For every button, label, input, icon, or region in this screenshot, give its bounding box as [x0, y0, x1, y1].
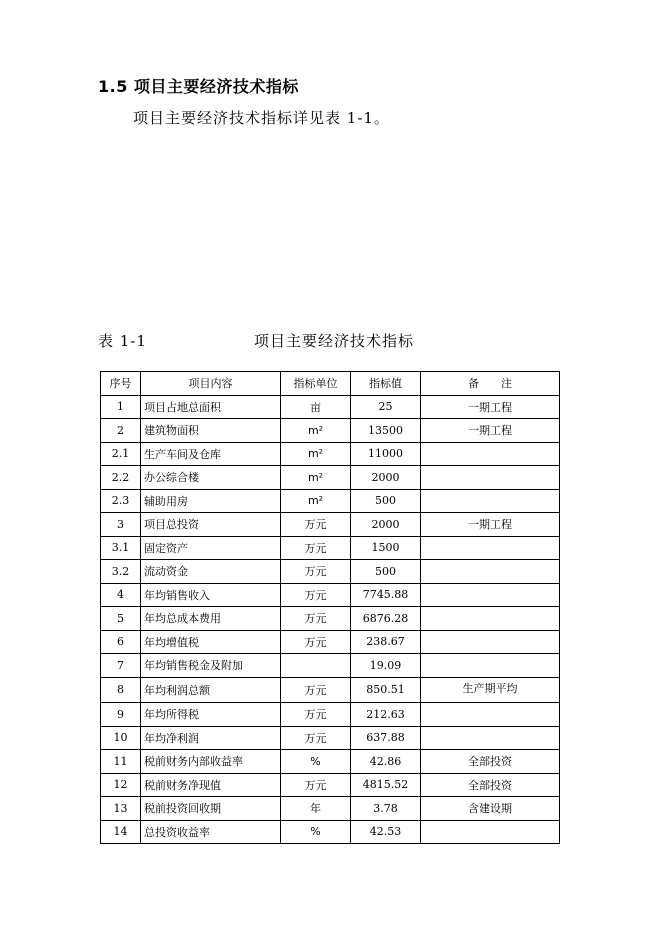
- cell-no: 3.2: [101, 560, 141, 584]
- cell-no: 13: [101, 797, 141, 821]
- cell-name: 税前财务内部收益率: [141, 750, 281, 774]
- table-row: [101, 654, 560, 678]
- cell-unit: m²: [281, 466, 351, 490]
- cell-value: 500: [351, 560, 421, 584]
- cell-note: [421, 726, 560, 750]
- cell-no: 2: [101, 419, 141, 443]
- cell-note: [421, 536, 560, 560]
- cell-note: [421, 820, 560, 844]
- cell-unit: 万元: [281, 560, 351, 584]
- cell-unit: 年: [281, 797, 351, 821]
- cell-no: 7: [101, 654, 141, 678]
- table-row: [101, 442, 560, 466]
- cell-name: 年均销售收入: [141, 583, 281, 607]
- cell-no: 4: [101, 583, 141, 607]
- cell-unit: 万元: [281, 583, 351, 607]
- cell-note: [421, 654, 560, 678]
- cell-no: 2.1: [101, 442, 141, 466]
- cell-value: 25: [351, 395, 421, 419]
- cell-no: 5: [101, 607, 141, 631]
- cell-no: 1: [101, 395, 141, 419]
- cell-no: 10: [101, 726, 141, 750]
- cell-no: 11: [101, 750, 141, 774]
- cell-note: 全部投资: [421, 750, 560, 774]
- cell-unit: 万元: [281, 677, 351, 703]
- table-row: [101, 419, 560, 443]
- cell-note: [421, 583, 560, 607]
- table-row: [101, 630, 560, 654]
- cell-unit: 万元: [281, 703, 351, 727]
- cell-note: [421, 560, 560, 584]
- cell-note: [421, 703, 560, 727]
- cell-no: 12: [101, 773, 141, 797]
- cell-name: 年均增值税: [141, 630, 281, 654]
- header-name: 项目内容: [141, 372, 281, 396]
- indicators-table: [100, 371, 560, 844]
- table-row: [101, 677, 560, 703]
- cell-value: 212.63: [351, 703, 421, 727]
- table-row: [101, 489, 560, 513]
- cell-unit: 万元: [281, 726, 351, 750]
- cell-name: 项目占地总面积: [141, 395, 281, 419]
- cell-value: 2000: [351, 513, 421, 537]
- cell-value: 11000: [351, 442, 421, 466]
- cell-value: 3.78: [351, 797, 421, 821]
- cell-value: 500: [351, 489, 421, 513]
- cell-value: 4815.52: [351, 773, 421, 797]
- cell-note: 含建设期: [421, 797, 560, 821]
- cell-unit: 万元: [281, 630, 351, 654]
- cell-name: 总投资收益率: [141, 820, 281, 844]
- cell-name: 建筑物面积: [141, 419, 281, 443]
- cell-name: 辅助用房: [141, 489, 281, 513]
- cell-value: 7745.88: [351, 583, 421, 607]
- table-row: [101, 583, 560, 607]
- header-value: 指标值: [351, 372, 421, 396]
- table-row: [101, 797, 560, 821]
- cell-value: 13500: [351, 419, 421, 443]
- table-row: [101, 513, 560, 537]
- cell-name: 固定资产: [141, 536, 281, 560]
- table-row: [101, 820, 560, 844]
- cell-unit: m²: [281, 419, 351, 443]
- cell-name: 项目总投资: [141, 513, 281, 537]
- cell-note: [421, 466, 560, 490]
- cell-value: 19.09: [351, 654, 421, 678]
- cell-note: [421, 630, 560, 654]
- cell-no: 8: [101, 677, 141, 703]
- cell-name: 年均总成本费用: [141, 607, 281, 631]
- table-row: [101, 607, 560, 631]
- cell-value: 850.51: [351, 677, 421, 703]
- cell-no: 6: [101, 630, 141, 654]
- cell-unit: 万元: [281, 513, 351, 537]
- cell-name: 税前财务净现值: [141, 773, 281, 797]
- table-row: [101, 536, 560, 560]
- cell-note: 一期工程: [421, 513, 560, 537]
- table-row: [101, 466, 560, 490]
- cell-name: 年均所得税: [141, 703, 281, 727]
- table-caption-title: 项目主要经济技术指标: [254, 332, 415, 350]
- cell-no: 2.3: [101, 489, 141, 513]
- cell-name: 生产车间及仓库: [141, 442, 281, 466]
- cell-unit: m²: [281, 442, 351, 466]
- cell-unit: %: [281, 820, 351, 844]
- table-header-row: [101, 372, 560, 396]
- cell-name: 办公综合楼: [141, 466, 281, 490]
- cell-no: 2.2: [101, 466, 141, 490]
- cell-note: 全部投资: [421, 773, 560, 797]
- cell-value: 42.86: [351, 750, 421, 774]
- cell-name: 税前投资回收期: [141, 797, 281, 821]
- cell-unit: 万元: [281, 536, 351, 560]
- table-row: [101, 703, 560, 727]
- cell-value: 2000: [351, 466, 421, 490]
- table-body: [101, 395, 560, 844]
- cell-note: [421, 489, 560, 513]
- cell-name: 流动资金: [141, 560, 281, 584]
- table-row: [101, 750, 560, 774]
- table-row: [101, 395, 560, 419]
- cell-unit: [281, 654, 351, 678]
- cell-value: 238.67: [351, 630, 421, 654]
- table-row: [101, 773, 560, 797]
- cell-no: 3: [101, 513, 141, 537]
- cell-name: 年均销售税金及附加: [141, 654, 281, 678]
- cell-value: 1500: [351, 536, 421, 560]
- cell-value: 42.53: [351, 820, 421, 844]
- cell-name: 年均利润总额: [141, 677, 281, 703]
- header-unit: 指标单位: [281, 372, 351, 396]
- table-row: [101, 726, 560, 750]
- table-caption-label: 表 1-1: [98, 332, 147, 350]
- header-no: 序号: [101, 372, 141, 396]
- cell-no: 3.1: [101, 536, 141, 560]
- cell-note: 生产期平均: [421, 677, 560, 703]
- section-heading: 1.5 项目主要经济技术指标: [98, 77, 299, 96]
- header-note: 备 注: [421, 372, 560, 396]
- cell-note: [421, 607, 560, 631]
- cell-unit: m²: [281, 489, 351, 513]
- cell-unit: 万元: [281, 773, 351, 797]
- cell-unit: 万元: [281, 607, 351, 631]
- cell-no: 14: [101, 820, 141, 844]
- cell-unit: %: [281, 750, 351, 774]
- cell-value: 637.88: [351, 726, 421, 750]
- cell-note: [421, 442, 560, 466]
- cell-name: 年均净利润: [141, 726, 281, 750]
- cell-unit: 亩: [281, 395, 351, 419]
- intro-paragraph: 项目主要经济技术指标详见表 1-1。: [133, 109, 390, 127]
- table-row: [101, 560, 560, 584]
- cell-note: 一期工程: [421, 419, 560, 443]
- cell-note: 一期工程: [421, 395, 560, 419]
- cell-no: 9: [101, 703, 141, 727]
- cell-value: 6876.28: [351, 607, 421, 631]
